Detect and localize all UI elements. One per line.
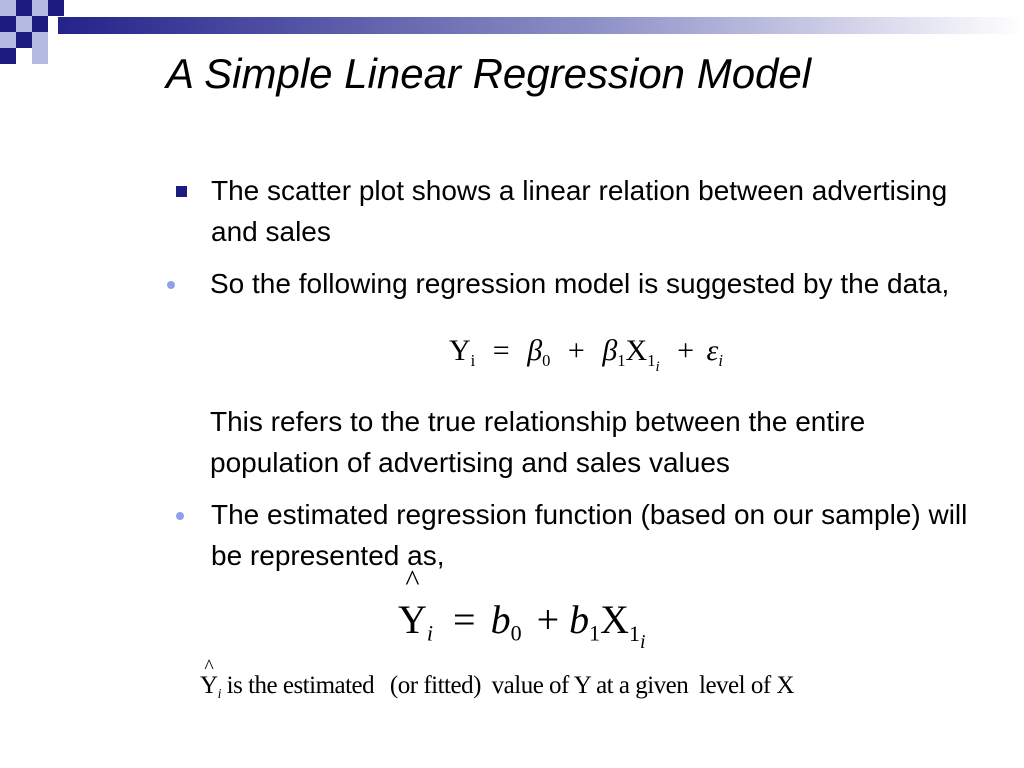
eq-y-subscript: i <box>470 350 476 370</box>
defn-text-2: (or fitted) <box>389 672 481 699</box>
deco-square <box>16 16 32 32</box>
deco-square <box>0 0 16 16</box>
defn-y-hat: Y <box>200 672 218 699</box>
deco-square <box>0 48 16 64</box>
eq-x-subsubscript: i <box>640 630 646 653</box>
eq-y-hat-subscript: i <box>426 620 434 646</box>
eq-equals: = <box>453 597 476 642</box>
deco-square <box>0 32 16 48</box>
eq-b1-subscript: 1 <box>589 620 601 646</box>
hat-accent: ^ <box>204 656 214 678</box>
slide-title: A Simple Linear Regression Model <box>166 50 812 97</box>
deco-square <box>32 0 48 16</box>
deco-square <box>48 0 64 16</box>
eq-beta0-subscript: 0 <box>542 350 551 370</box>
dot-bullet-icon <box>167 281 175 289</box>
eq-x-subscript: 1 <box>647 350 656 370</box>
eq-beta1: β <box>602 334 618 367</box>
bullet-estimated-function: The estimated regression function (based on our sample) will be represented as, <box>211 499 968 571</box>
eq-plus: + <box>536 597 560 642</box>
eq-equals: = <box>492 334 510 367</box>
eq-beta1-subscript: 1 <box>617 350 626 370</box>
defn-text-1: is the estimated <box>226 672 375 699</box>
eq-b0-subscript: 0 <box>510 620 522 646</box>
eq-plus: + <box>567 334 585 367</box>
square-bullet-icon <box>176 186 187 197</box>
bullet-regression-model: So the following regression model is suggested by the data, <box>210 268 950 299</box>
hat-accent: ^ <box>405 564 420 597</box>
defn-text-3: value of Y at a given <box>491 672 689 699</box>
eq-epsilon: ε <box>706 334 719 367</box>
estimated-regression-equation <box>398 564 646 654</box>
y-hat-definition <box>200 656 794 702</box>
eq-y: Y <box>449 334 471 367</box>
eq-epsilon-subscript: i <box>718 350 723 370</box>
eq-b1: b <box>569 597 590 642</box>
bullet-scatter-plot: The scatter plot shows a linear relation between advertising and sales <box>211 175 948 247</box>
deco-square <box>0 16 16 32</box>
eq-b0: b <box>490 597 511 642</box>
eq-x: X <box>600 597 630 642</box>
eq-y-hat: Y <box>398 597 427 642</box>
header-gradient-bar <box>58 17 1024 34</box>
eq-x-subscript: 1 <box>629 620 641 646</box>
eq-x: X <box>625 334 648 367</box>
eq-x-subsubscript: i <box>655 358 660 375</box>
defn-text-4: level of X <box>699 672 794 699</box>
eq-plus: + <box>677 334 694 367</box>
deco-square <box>32 48 48 64</box>
dot-bullet-icon <box>176 512 184 520</box>
defn-y-hat-subscript: i <box>217 685 221 701</box>
deco-square <box>32 16 48 32</box>
eq-beta0: β <box>527 334 543 367</box>
true-relationship-note: This refers to the true relationship between the entire population of advertising and sales values <box>210 406 866 478</box>
deco-square <box>32 32 48 48</box>
deco-square <box>16 32 32 48</box>
population-regression-equation <box>449 334 723 376</box>
deco-square <box>16 0 32 16</box>
